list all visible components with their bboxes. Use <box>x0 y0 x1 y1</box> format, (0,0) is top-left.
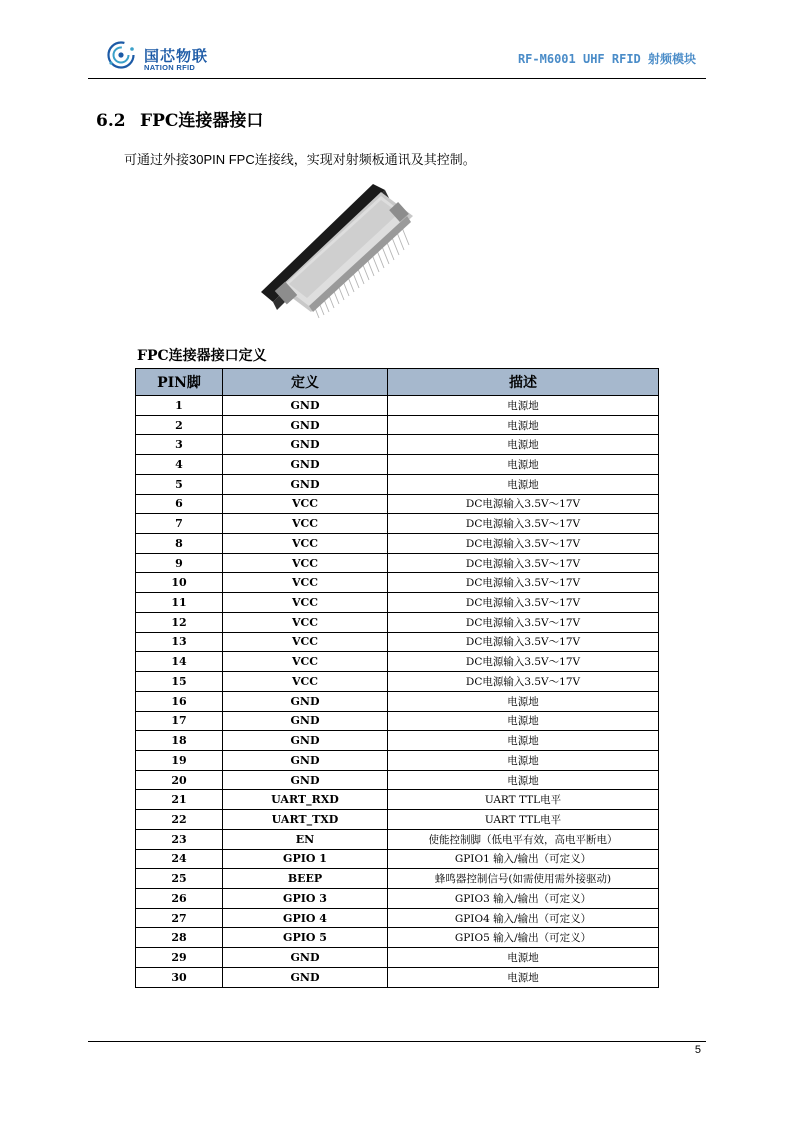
definition-cell: GND <box>223 691 388 711</box>
intro-paragraph: 可通过外接30PIN FPC连接线，实现对射频板通讯及其控制。 <box>124 152 476 167</box>
pin-cell: 6 <box>136 494 223 514</box>
description-cell: DC电源输入3.5V～17V <box>388 632 659 652</box>
table-row <box>136 632 659 652</box>
pin-cell: 23 <box>136 829 223 849</box>
table-row <box>136 415 659 435</box>
table-row <box>136 396 659 416</box>
description-cell: 电源地 <box>388 770 659 790</box>
table-row <box>136 494 659 514</box>
definition-cell: GND <box>223 711 388 731</box>
pin-cell: 11 <box>136 593 223 613</box>
description-cell: DC电源输入3.5V～17V <box>388 534 659 554</box>
pin-cell: 25 <box>136 869 223 889</box>
table-row <box>136 908 659 928</box>
definition-cell: GPIO 4 <box>223 908 388 928</box>
description-cell: 电源地 <box>388 711 659 731</box>
definition-cell: GND <box>223 967 388 987</box>
table-row <box>136 731 659 751</box>
logo-chinese-text: 国芯物联 <box>144 47 209 65</box>
definition-cell: VCC <box>223 534 388 554</box>
definition-cell: GND <box>223 948 388 968</box>
description-cell: DC电源输入3.5V～17V <box>388 593 659 613</box>
pin-cell: 3 <box>136 435 223 455</box>
definition-cell: VCC <box>223 652 388 672</box>
definition-cell: GND <box>223 750 388 770</box>
description-cell: 电源地 <box>388 435 659 455</box>
pin-cell: 5 <box>136 474 223 494</box>
pin-cell: 7 <box>136 514 223 534</box>
definition-cell: GND <box>223 474 388 494</box>
table-row <box>136 652 659 672</box>
description-cell: DC电源输入3.5V～17V <box>388 652 659 672</box>
description-cell: 电源地 <box>388 396 659 416</box>
definition-cell: BEEP <box>223 869 388 889</box>
table-row <box>136 455 659 475</box>
description-cell: DC电源输入3.5V～17V <box>388 672 659 692</box>
document-title: RF-M6001 UHF RFID 射频模块 <box>517 52 696 66</box>
pin-cell: 28 <box>136 928 223 948</box>
description-cell: DC电源输入3.5V～17V <box>388 553 659 573</box>
pin-definition-table <box>135 368 659 988</box>
definition-cell: GND <box>223 415 388 435</box>
pin-cell: 19 <box>136 750 223 770</box>
pin-cell: 9 <box>136 553 223 573</box>
table-row <box>136 869 659 889</box>
description-cell: DC电源输入3.5V～17V <box>388 612 659 632</box>
logo-english-text: NATION RFID <box>144 63 196 72</box>
definition-cell: GND <box>223 731 388 751</box>
pin-cell: 8 <box>136 534 223 554</box>
description-cell: GPIO5 输入/输出（可定义） <box>388 928 659 948</box>
definition-cell: VCC <box>223 553 388 573</box>
pin-cell: 24 <box>136 849 223 869</box>
table-row <box>136 573 659 593</box>
table-row <box>136 553 659 573</box>
column-header-definition: 定义 <box>223 369 388 396</box>
definition-cell: GPIO 1 <box>223 849 388 869</box>
pin-cell: 27 <box>136 908 223 928</box>
pin-cell: 2 <box>136 415 223 435</box>
description-cell: 电源地 <box>388 967 659 987</box>
table-row <box>136 790 659 810</box>
table-row <box>136 849 659 869</box>
pin-cell: 26 <box>136 888 223 908</box>
table-row <box>136 435 659 455</box>
description-cell: 蜂鸣器控制信号(如需使用需外接驱动) <box>388 869 659 889</box>
definition-cell: GPIO 3 <box>223 888 388 908</box>
definition-cell: VCC <box>223 672 388 692</box>
pin-cell: 1 <box>136 396 223 416</box>
description-cell: DC电源输入3.5V～17V <box>388 573 659 593</box>
table-row <box>136 672 659 692</box>
description-cell: GPIO1 输入/输出（可定义） <box>388 849 659 869</box>
pin-cell: 21 <box>136 790 223 810</box>
table-row <box>136 514 659 534</box>
pin-cell: 16 <box>136 691 223 711</box>
table-row <box>136 534 659 554</box>
definition-cell: VCC <box>223 612 388 632</box>
table-row <box>136 770 659 790</box>
definition-cell: UART_RXD <box>223 790 388 810</box>
description-cell: 电源地 <box>388 455 659 475</box>
table-row <box>136 810 659 830</box>
description-cell: 电源地 <box>388 474 659 494</box>
pin-cell: 22 <box>136 810 223 830</box>
definition-cell: VCC <box>223 494 388 514</box>
page-number: 5 <box>694 1044 701 1056</box>
pin-cell: 12 <box>136 612 223 632</box>
fpc-connector-photo <box>253 180 421 330</box>
page-header <box>88 36 706 79</box>
description-cell: 电源地 <box>388 731 659 751</box>
description-cell: DC电源输入3.5V～17V <box>388 494 659 514</box>
description-cell: 电源地 <box>388 750 659 770</box>
table-row <box>136 474 659 494</box>
pin-cell: 4 <box>136 455 223 475</box>
section-heading <box>96 106 263 131</box>
definition-cell: GND <box>223 396 388 416</box>
definition-cell: VCC <box>223 514 388 534</box>
description-cell: GPIO4 输入/输出（可定义） <box>388 908 659 928</box>
pin-cell: 10 <box>136 573 223 593</box>
table-row <box>136 691 659 711</box>
pin-cell: 30 <box>136 967 223 987</box>
description-cell: UART TTL电平 <box>388 790 659 810</box>
table-row <box>136 593 659 613</box>
column-header-pin: PIN脚 <box>136 369 223 396</box>
pin-cell: 15 <box>136 672 223 692</box>
definition-cell: EN <box>223 829 388 849</box>
definition-cell: GPIO 5 <box>223 928 388 948</box>
table-caption: FPC连接器接口定义 <box>137 348 267 364</box>
footer-divider <box>88 1041 706 1042</box>
definition-cell: UART_TXD <box>223 810 388 830</box>
definition-cell: VCC <box>223 573 388 593</box>
description-cell: GPIO3 输入/输出（可定义） <box>388 888 659 908</box>
table-row <box>136 967 659 987</box>
section-title-text: FPC连接器接口 <box>140 111 264 131</box>
pin-cell: 17 <box>136 711 223 731</box>
pin-cell: 14 <box>136 652 223 672</box>
table-row <box>136 888 659 908</box>
column-header-description: 描述 <box>388 369 659 396</box>
description-cell: 电源地 <box>388 948 659 968</box>
table-row <box>136 829 659 849</box>
pin-cell: 18 <box>136 731 223 751</box>
table-row <box>136 750 659 770</box>
pin-cell: 13 <box>136 632 223 652</box>
description-cell: 电源地 <box>388 691 659 711</box>
definition-cell: GND <box>223 455 388 475</box>
table-body <box>136 396 659 988</box>
table-header-row <box>136 369 659 396</box>
definition-cell: VCC <box>223 593 388 613</box>
section-number: 6.2 <box>96 111 126 131</box>
description-cell: UART TTL电平 <box>388 810 659 830</box>
pin-cell: 29 <box>136 948 223 968</box>
table-row <box>136 711 659 731</box>
definition-cell: GND <box>223 435 388 455</box>
definition-cell: GND <box>223 770 388 790</box>
nation-rfid-logo-icon <box>106 40 136 70</box>
table-row <box>136 612 659 632</box>
description-cell: DC电源输入3.5V～17V <box>388 514 659 534</box>
pin-cell: 20 <box>136 770 223 790</box>
description-cell: 电源地 <box>388 415 659 435</box>
definition-cell: VCC <box>223 632 388 652</box>
table-row <box>136 948 659 968</box>
description-cell: 使能控制脚（低电平有效，高电平断电） <box>388 829 659 849</box>
table-row <box>136 928 659 948</box>
